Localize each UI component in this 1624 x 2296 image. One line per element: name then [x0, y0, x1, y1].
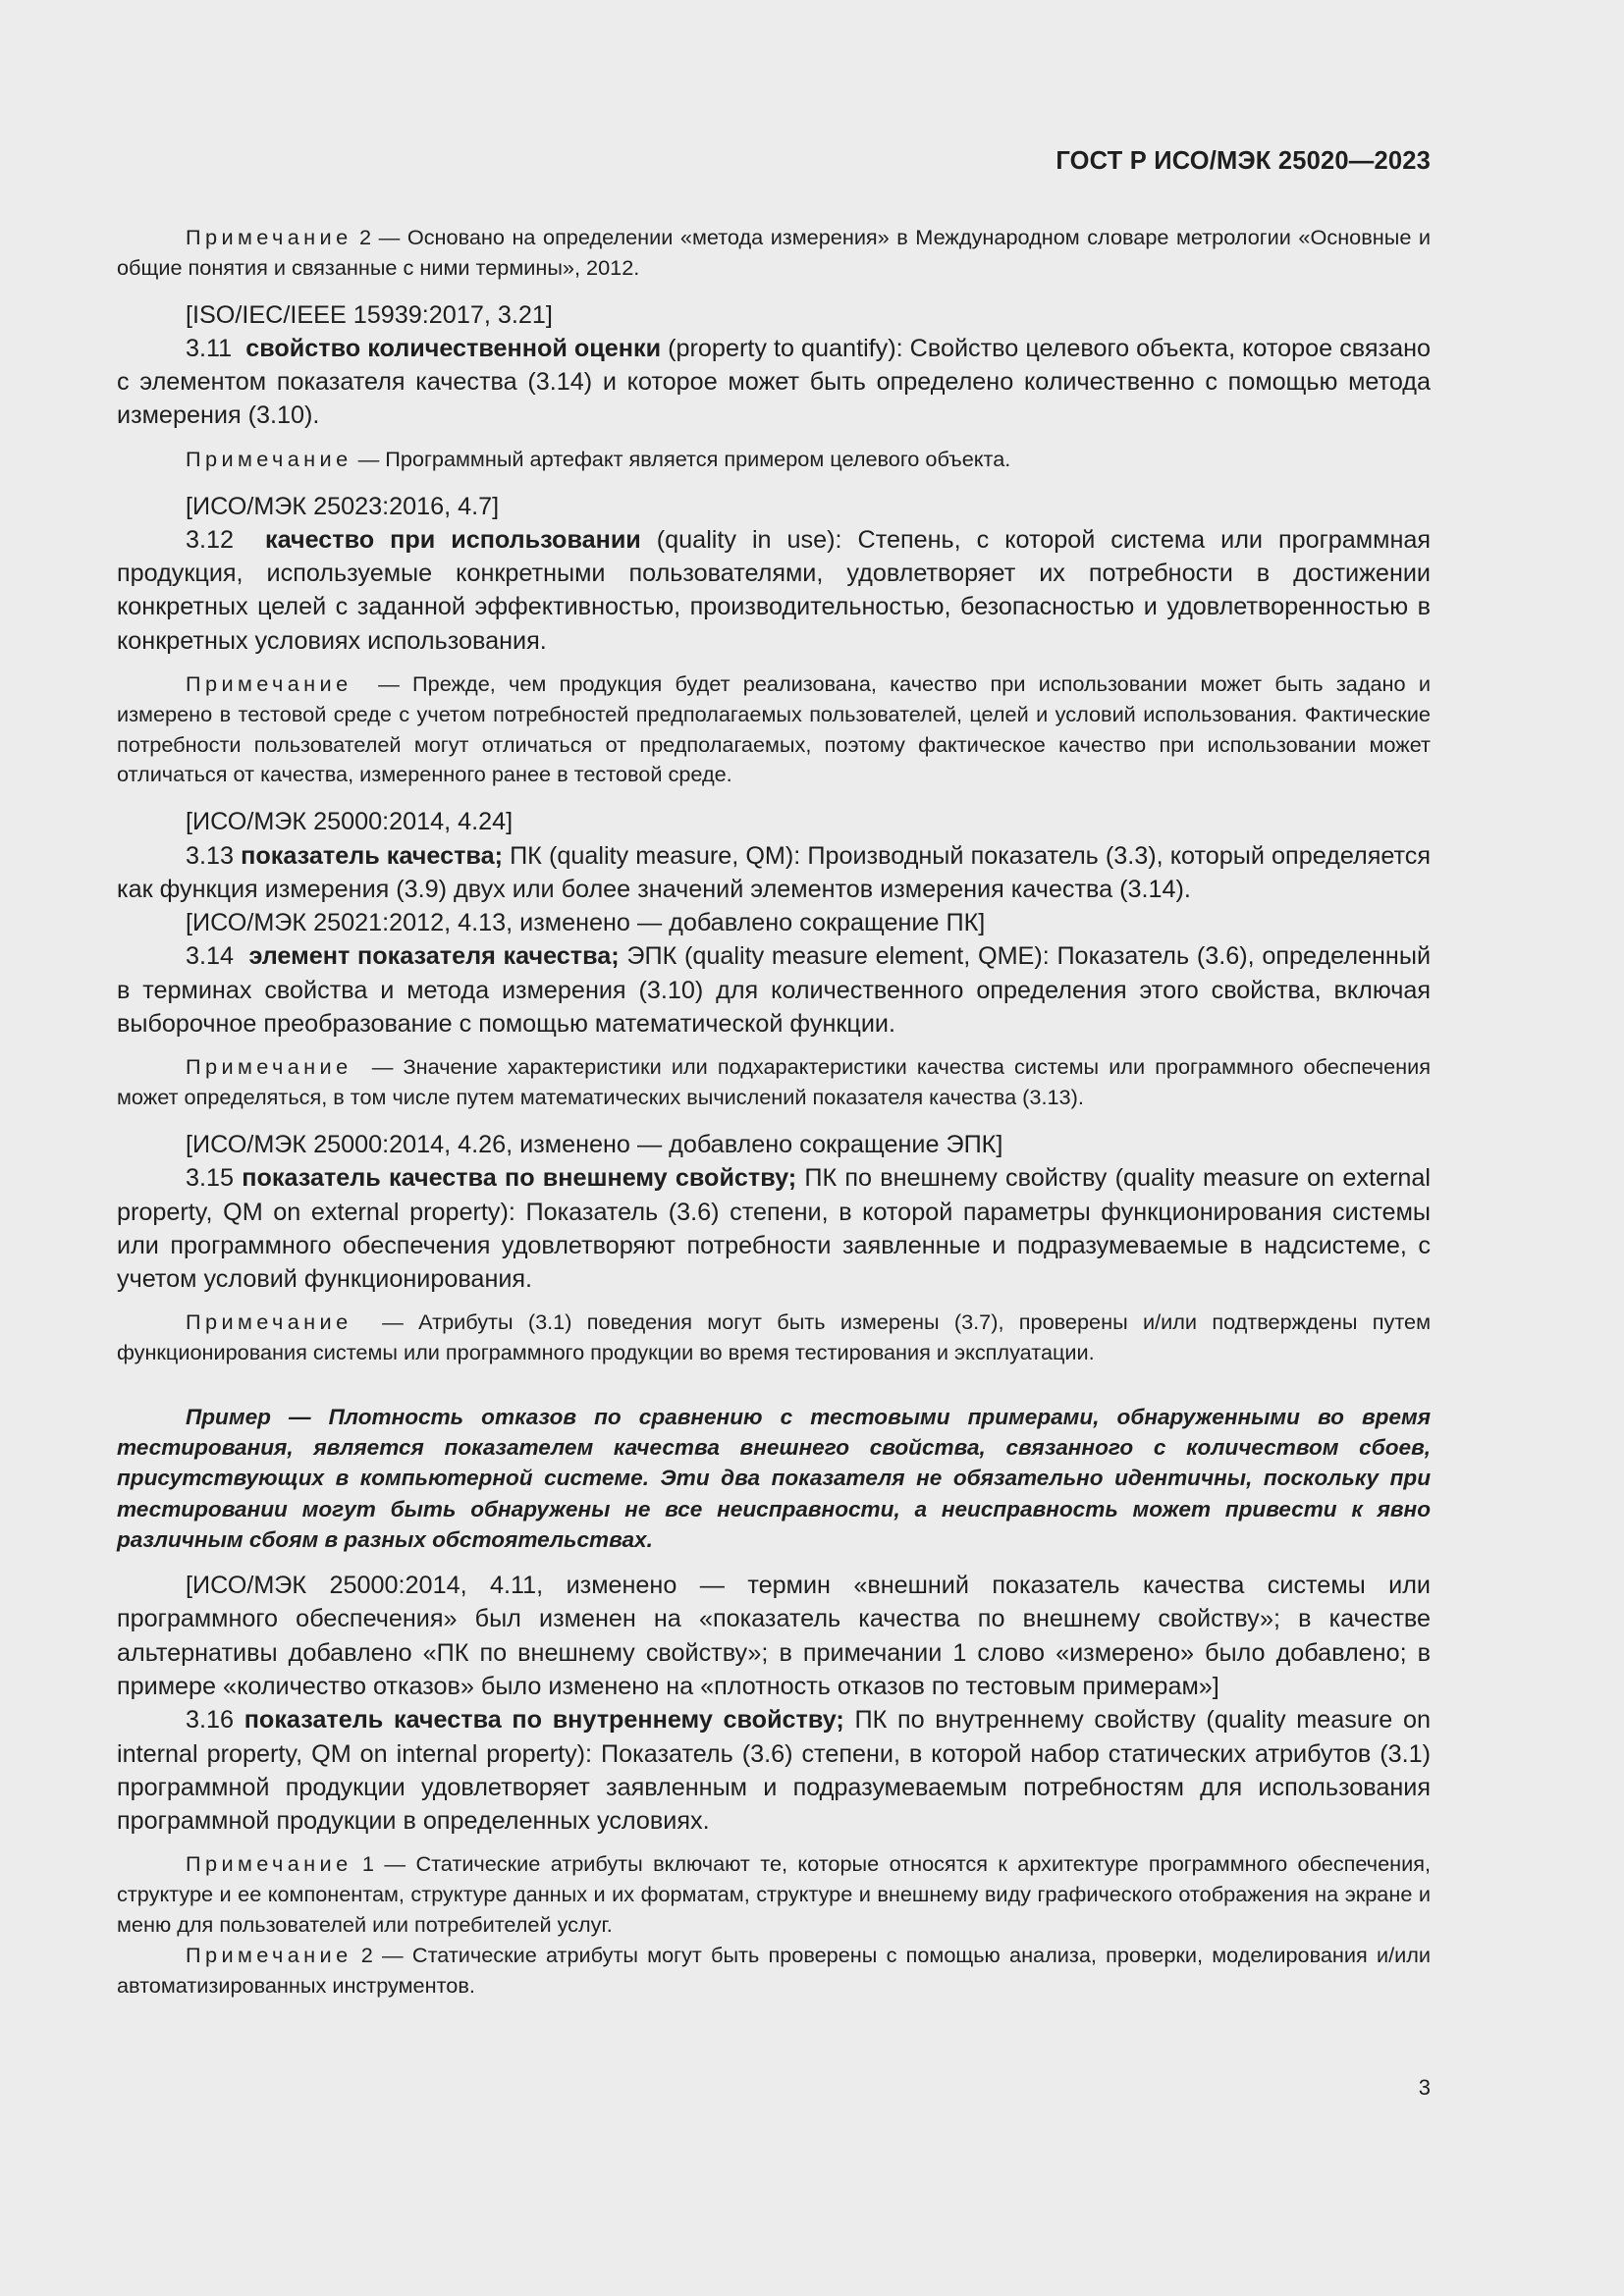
- page-number: 3: [1418, 2075, 1431, 2100]
- term-name: показатель качества;: [241, 841, 503, 870]
- reference: [ИСО/МЭК 25021:2012, 4.13, изменено — добавлено сокращение ПК]: [186, 909, 986, 937]
- note-label: Примечание: [186, 1054, 352, 1080]
- note-paragraph: Примечание — Программный артефакт является примером целевого объекта.: [186, 446, 1011, 471]
- term-name: элемент показателя качества;: [248, 942, 620, 971]
- term-definition: 3.12 качество при использовании (quality in use): Степень, с которой система или программная продукция, используемые конкретными пользователями, удовлетворяет их потребности в достижении конкретных целей с заданной эффективностью, производительностью, безопасностью и удовлетворенностью в конкретных условиях использования.: [117, 525, 1431, 655]
- document-body: [117, 223, 1431, 2001]
- note-paragraph: Примечание 2 — Основано на определении «метода измерения» в Международном словаре метрологии «Основные и общие понятия и связанные с ними термины», 2012.: [117, 225, 1431, 280]
- note-paragraph: Примечание — Атрибуты (3.1) поведения могут быть измерены (3.7), проверены и/или подтверждены путем функционирования системы или программного продукции во время тестирования и эксплуатации.: [117, 1309, 1431, 1365]
- term-definition: 3.16 показатель качества по внутреннему свойству; ПК по внутреннему свойству (quality measure on internal property, QM on internal property): Показатель (3.6) степени, в которой набор статических атрибутов (3.1) программной продукции удовлетворяет заявленным и подразумеваемым потребностям для использования программной продукции в определенных условиях.: [117, 1706, 1432, 1836]
- term-definition: 3.13 показатель качества; ПК (quality measure, QM): Производный показатель (3.3), который определяется как функция измерения (3.9) двух или более значений элементов измерения качества (3.14).: [117, 841, 1432, 903]
- note-label: Примечание: [186, 225, 352, 249]
- term-definition: 3.11 свойство количественной оценки (property to quantify): Свойство целевого объекта, которое связано с элементом показателя качества (3.14) и которое может быть определено количественно с помощью метода измерения (3.10).: [117, 334, 1432, 430]
- term-name: показатель качества по внутреннему свойству;: [244, 1706, 844, 1735]
- note-label: Примечание: [186, 1942, 352, 1967]
- note-paragraph: Примечание 1 — Статические атрибуты включают те, которые относятся к архитектуре программного обеспечения, структуре и ее компонентам, структуре данных и их форматам, структуре и внешнему виду графического отображения на экране и меню для пользователей или потребителей услуг.: [117, 1851, 1431, 1937]
- term-name: свойство количественной оценки: [245, 334, 662, 362]
- note-paragraph: Примечание — Значение характеристики или подхарактеристики качества системы или программного обеспечения может определяться, в том числе путем математических вычислений показателя качества (3.13).: [117, 1054, 1431, 1110]
- term-definition: 3.14 элемент показателя качества; ЭПК (quality measure element, QME): Показатель (3.6), определенный в терминах свойства и метода измерения (3.10) для количественного определения этого свойства, включая выборочное преобразование с помощью математической функции.: [117, 942, 1432, 1039]
- note-label: Примечание: [186, 1851, 352, 1877]
- term-name: качество при использовании: [265, 525, 641, 554]
- reference: [ИСО/МЭК 25000:2014, 4.11, изменено — термин «внешний показатель качества системы или программного обеспечения» был изменен на «показатель качества по внешнему свойству»; в качестве альтернативы добавлено «ПК по внешнему свойству»; в примечании 1 слово «измерено» было добавлено; в примере «количество отказов» было изменено на «плотность отказов по тестовым примерам»]: [117, 1572, 1431, 1700]
- reference: [ISO/IEC/IEEE 15939:2017, 3.21]: [186, 300, 553, 329]
- reference: [ИСО/МЭК 25023:2016, 4.7]: [186, 492, 500, 520]
- note-paragraph: Примечание — Прежде, чем продукция будет реализована, качество при использовании может быть задано и измерено в тестовой среде с учетом потребностей предполагаемых пользователей, целей и условий использования. Фактические потребности пользователей могут отличаться от предполагаемых, поэтому фактическое качество при использовании может отличаться от качества, измеренного ранее в тестовой среде.: [117, 671, 1431, 787]
- reference: [ИСО/МЭК 25000:2014, 4.26, изменено — добавлено сокращение ЭПК]: [186, 1130, 1003, 1158]
- note-label: Примечание: [186, 1309, 352, 1335]
- term-name: показатель качества по внешнему свойству;: [242, 1164, 797, 1193]
- document-header: ГОСТ Р ИСО/МЭК 25020—2023: [1056, 147, 1431, 175]
- note-label: Примечание: [186, 671, 352, 697]
- reference: [ИСО/МЭК 25000:2014, 4.24]: [186, 808, 514, 836]
- example-paragraph: Пример — Плотность отказов по сравнению с тестовыми примерами, обнаруженными во время тестирования, является показателем качества внешнего свойства, связанного с количеством сбоев, присутствующих в компьютерной системе. Эти два показателя не обязательно идентичны, поскольку при тестировании могут быть обнаружены не все неисправности, а неисправность может привести к явно различным сбоям в разных обстоятельствах.: [117, 1405, 1431, 1552]
- note-paragraph: Примечание 2 — Статические атрибуты могут быть проверены с помощью анализа, проверки, моделирования и/или автоматизированных инструментов.: [117, 1942, 1431, 1998]
- term-definition: 3.15 показатель качества по внешнему свойству; ПК по внешнему свойству (quality measure on external property, QM on external property): Показатель (3.6) степени, в которой параметры функционирования системы или программного обеспечения удовлетворяют потребности заявленные и подразумеваемые в надсистеме, с учетом условий функционирования.: [117, 1164, 1432, 1294]
- note-label: Примечание: [186, 446, 352, 471]
